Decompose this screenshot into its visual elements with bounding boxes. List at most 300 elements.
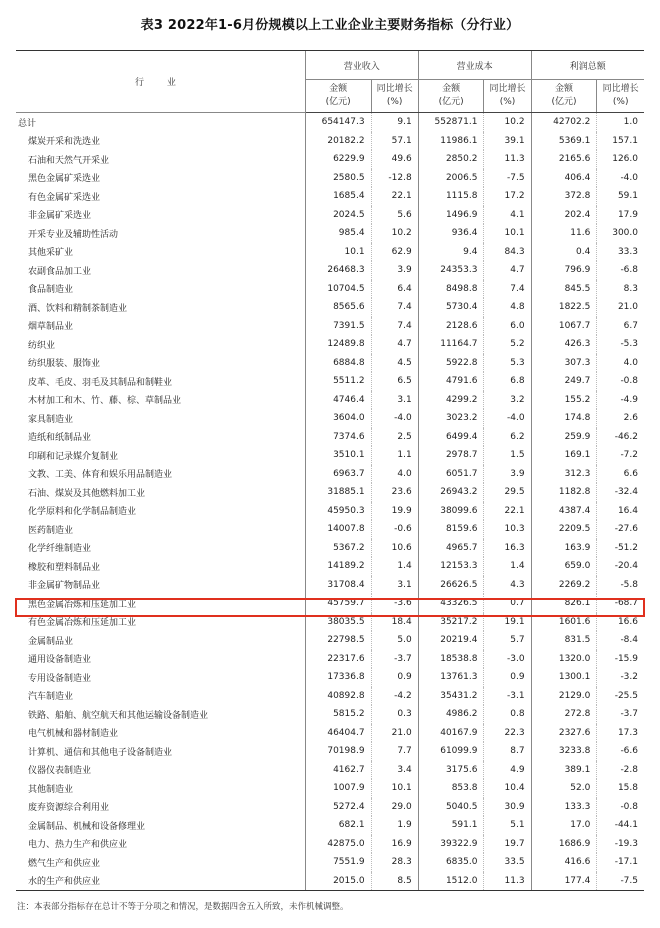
profit-growth-cell: 1.0 bbox=[597, 113, 644, 132]
profit-growth-cell: -0.8 bbox=[597, 372, 644, 391]
table-row bbox=[16, 354, 644, 373]
industry-name-cell: 皮革、毛皮、羽毛及其制品和制鞋业 bbox=[28, 377, 173, 388]
profit-amount-cell: 831.5 bbox=[531, 631, 597, 650]
cost-growth-cell: 10.1 bbox=[484, 224, 531, 243]
revenue-amount-cell: 682.1 bbox=[305, 816, 371, 835]
profit-growth-cell: 6.6 bbox=[597, 465, 644, 484]
industry-name-cell: 家具制造业 bbox=[28, 414, 74, 425]
industry-name-cell: 专用设备制造业 bbox=[28, 673, 92, 684]
cost-amount-cell: 5730.4 bbox=[418, 298, 484, 317]
cost-growth-cell: 39.1 bbox=[484, 132, 531, 151]
cost-growth-cell: 4.8 bbox=[484, 298, 531, 317]
profit-amount-cell: 42702.2 bbox=[531, 113, 597, 132]
profit-amount-cell: 259.9 bbox=[531, 428, 597, 447]
cost-amount-cell: 2006.5 bbox=[418, 169, 484, 188]
industry-name-cell: 煤炭开采和洗选业 bbox=[28, 137, 101, 148]
industry-name-cell: 电气机械和器材制造业 bbox=[28, 729, 119, 740]
industry-name-cell: 医药制造业 bbox=[28, 525, 74, 536]
revenue-growth-cell: -3.6 bbox=[371, 594, 418, 613]
revenue-amount-cell: 20182.2 bbox=[305, 132, 371, 151]
cost-amount-cell: 4965.7 bbox=[418, 539, 484, 558]
cost-growth-cell: 19.7 bbox=[484, 835, 531, 854]
profit-growth-cell: 16.4 bbox=[597, 502, 644, 521]
table-row bbox=[16, 853, 644, 872]
profit-growth-cell: -5.8 bbox=[597, 576, 644, 595]
profit-growth-cell: -7.5 bbox=[597, 872, 644, 891]
cost-amount-cell: 11164.7 bbox=[418, 335, 484, 354]
profit-amount-cell: 5369.1 bbox=[531, 132, 597, 151]
cost-amount-cell: 9.4 bbox=[418, 243, 484, 262]
cost-growth-cell: 3.2 bbox=[484, 391, 531, 410]
industry-name-cell: 纺织服装、服饰业 bbox=[28, 359, 101, 370]
revenue-amount-cell: 4162.7 bbox=[305, 761, 371, 780]
revenue-growth-cell: 7.7 bbox=[371, 742, 418, 761]
table-row bbox=[16, 779, 644, 798]
revenue-growth-cell: 6.5 bbox=[371, 372, 418, 391]
profit-amount-cell: 659.0 bbox=[531, 557, 597, 576]
industry-name-cell: 印刷和记录媒介复制业 bbox=[28, 451, 119, 462]
table-row bbox=[16, 187, 644, 206]
cost-amount-cell: 38099.6 bbox=[418, 502, 484, 521]
cost-growth-cell: 7.4 bbox=[484, 280, 531, 299]
industry-name-cell: 橡胶和塑料制品业 bbox=[28, 562, 101, 573]
industry-name-cell: 汽车制造业 bbox=[28, 692, 74, 703]
profit-growth-cell: 126.0 bbox=[597, 150, 644, 169]
revenue-amount-cell: 2024.5 bbox=[305, 206, 371, 225]
profit-amount-cell: 133.3 bbox=[531, 798, 597, 817]
revenue-amount-cell: 5511.2 bbox=[305, 372, 371, 391]
revenue-growth-cell: 2.5 bbox=[371, 428, 418, 447]
profit-amount-cell: 174.8 bbox=[531, 409, 597, 428]
profit-amount-cell: 4387.4 bbox=[531, 502, 597, 521]
profit-growth-cell: -0.8 bbox=[597, 798, 644, 817]
revenue-growth-cell: 6.4 bbox=[371, 280, 418, 299]
profit-amount-cell: 2129.0 bbox=[531, 687, 597, 706]
table-row bbox=[16, 409, 644, 428]
industry-name-cell: 化学纤维制造业 bbox=[28, 544, 92, 555]
cost-amount-cell: 13761.3 bbox=[418, 668, 484, 687]
revenue-amount-cell: 2015.0 bbox=[305, 872, 371, 891]
industry-name-cell: 非金属矿物制品业 bbox=[28, 581, 101, 592]
table-row bbox=[16, 872, 644, 891]
profit-amount-cell: 2165.6 bbox=[531, 150, 597, 169]
cost-growth-cell: 22.1 bbox=[484, 502, 531, 521]
profit-amount-cell: 177.4 bbox=[531, 872, 597, 891]
profit-amount-cell: 406.4 bbox=[531, 169, 597, 188]
revenue-growth-cell: 29.0 bbox=[371, 798, 418, 817]
revenue-growth-cell: 22.1 bbox=[371, 187, 418, 206]
industry-name-cell: 有色金属矿采选业 bbox=[28, 192, 101, 203]
profit-amount-cell: 1601.6 bbox=[531, 613, 597, 632]
revenue-growth-cell: 9.1 bbox=[371, 113, 418, 132]
profit-growth-cell: -44.1 bbox=[597, 816, 644, 835]
revenue-growth-cell: 1.9 bbox=[371, 816, 418, 835]
table-row bbox=[16, 705, 644, 724]
profit-growth-cell: 17.9 bbox=[597, 206, 644, 225]
profit-growth-cell: -7.2 bbox=[597, 446, 644, 465]
cost-amount-cell: 61099.9 bbox=[418, 742, 484, 761]
revenue-growth-cell: 8.5 bbox=[371, 872, 418, 891]
table-body bbox=[16, 113, 644, 891]
profit-growth-cell: 157.1 bbox=[597, 132, 644, 151]
table-row bbox=[16, 428, 644, 447]
profit-growth-cell: 59.1 bbox=[597, 187, 644, 206]
cost-amount-cell: 6499.4 bbox=[418, 428, 484, 447]
profit-amount-cell: 155.2 bbox=[531, 391, 597, 410]
header-cost: 营业成本 bbox=[418, 51, 531, 80]
industry-name-cell: 烟草制品业 bbox=[28, 322, 74, 333]
header-industry: 行 业 bbox=[16, 51, 305, 113]
revenue-amount-cell: 38035.5 bbox=[305, 613, 371, 632]
cost-growth-cell: 4.3 bbox=[484, 576, 531, 595]
revenue-amount-cell: 46404.7 bbox=[305, 724, 371, 743]
revenue-amount-cell: 3510.1 bbox=[305, 446, 371, 465]
profit-amount-cell: 389.1 bbox=[531, 761, 597, 780]
cost-amount-cell: 26626.5 bbox=[418, 576, 484, 595]
cost-growth-cell: 17.2 bbox=[484, 187, 531, 206]
industry-name-cell: 黑色金属冶炼和压延加工业 bbox=[28, 599, 137, 610]
cost-amount-cell: 1496.9 bbox=[418, 206, 484, 225]
revenue-amount-cell: 42875.0 bbox=[305, 835, 371, 854]
revenue-growth-cell: 7.4 bbox=[371, 298, 418, 317]
table-row bbox=[16, 520, 644, 539]
revenue-amount-cell: 22798.5 bbox=[305, 631, 371, 650]
profit-amount-cell: 1822.5 bbox=[531, 298, 597, 317]
table-row bbox=[16, 298, 644, 317]
cost-growth-cell: 4.7 bbox=[484, 261, 531, 280]
revenue-amount-cell: 7391.5 bbox=[305, 317, 371, 336]
cost-growth-cell: 11.3 bbox=[484, 872, 531, 891]
revenue-growth-cell: 62.9 bbox=[371, 243, 418, 262]
revenue-amount-cell: 31885.1 bbox=[305, 483, 371, 502]
revenue-amount-cell: 6229.9 bbox=[305, 150, 371, 169]
industry-name-cell: 有色金属冶炼和压延加工业 bbox=[28, 618, 137, 629]
table-row bbox=[16, 687, 644, 706]
cost-growth-cell: 6.0 bbox=[484, 317, 531, 336]
table-row bbox=[16, 372, 644, 391]
profit-growth-cell: -6.8 bbox=[597, 261, 644, 280]
profit-amount-cell: 2209.5 bbox=[531, 520, 597, 539]
table-row bbox=[16, 816, 644, 835]
industry-name-cell: 开采专业及辅助性活动 bbox=[28, 229, 119, 240]
cost-amount-cell: 6051.7 bbox=[418, 465, 484, 484]
revenue-growth-cell: 49.6 bbox=[371, 150, 418, 169]
cost-amount-cell: 18538.8 bbox=[418, 650, 484, 669]
revenue-growth-cell: 3.1 bbox=[371, 391, 418, 410]
industry-name-cell: 石油、煤炭及其他燃料加工业 bbox=[28, 488, 146, 499]
revenue-amount-cell: 70198.9 bbox=[305, 742, 371, 761]
profit-amount-cell: 826.1 bbox=[531, 594, 597, 613]
table-title: 表3 2022年1-6月份规模以上工业企业主要财务指标（分行业） bbox=[140, 18, 520, 33]
cost-amount-cell: 35431.2 bbox=[418, 687, 484, 706]
cost-amount-cell: 3023.2 bbox=[418, 409, 484, 428]
profit-amount-cell: 1300.1 bbox=[531, 668, 597, 687]
revenue-growth-cell: 10.6 bbox=[371, 539, 418, 558]
revenue-growth-cell: 16.9 bbox=[371, 835, 418, 854]
table-row bbox=[16, 483, 644, 502]
industry-name-cell: 黑色金属矿采选业 bbox=[28, 174, 101, 185]
industry-name-cell: 仪器仪表制造业 bbox=[28, 766, 92, 777]
revenue-growth-cell: 5.6 bbox=[371, 206, 418, 225]
table-row bbox=[16, 206, 644, 225]
revenue-amount-cell: 8565.6 bbox=[305, 298, 371, 317]
profit-amount-cell: 0.4 bbox=[531, 243, 597, 262]
industry-name-cell: 纺织业 bbox=[28, 340, 56, 351]
revenue-amount-cell: 6963.7 bbox=[305, 465, 371, 484]
revenue-amount-cell: 17336.8 bbox=[305, 668, 371, 687]
cost-amount-cell: 40167.9 bbox=[418, 724, 484, 743]
cost-amount-cell: 24353.3 bbox=[418, 261, 484, 280]
profit-amount-cell: 2327.6 bbox=[531, 724, 597, 743]
table-row bbox=[16, 132, 644, 151]
cost-growth-cell: -4.0 bbox=[484, 409, 531, 428]
revenue-growth-cell: -4.0 bbox=[371, 409, 418, 428]
cost-amount-cell: 552871.1 bbox=[418, 113, 484, 132]
profit-growth-cell: -25.5 bbox=[597, 687, 644, 706]
profit-growth-cell: -5.3 bbox=[597, 335, 644, 354]
table-row bbox=[16, 724, 644, 743]
table-row bbox=[16, 169, 644, 188]
cost-growth-cell: 16.3 bbox=[484, 539, 531, 558]
table-row bbox=[16, 668, 644, 687]
cost-amount-cell: 39322.9 bbox=[418, 835, 484, 854]
cost-amount-cell: 6835.0 bbox=[418, 853, 484, 872]
profit-growth-cell: 8.3 bbox=[597, 280, 644, 299]
table-row bbox=[16, 557, 644, 576]
profit-growth-cell: -32.4 bbox=[597, 483, 644, 502]
cost-amount-cell: 12153.3 bbox=[418, 557, 484, 576]
financial-indicators-table bbox=[16, 50, 644, 891]
table-row bbox=[16, 631, 644, 650]
revenue-growth-cell: 3.9 bbox=[371, 261, 418, 280]
revenue-amount-cell: 654147.3 bbox=[305, 113, 371, 132]
cost-amount-cell: 2978.7 bbox=[418, 446, 484, 465]
industry-name-cell: 化学原料和化学制品制造业 bbox=[28, 507, 137, 518]
revenue-growth-cell: 28.3 bbox=[371, 853, 418, 872]
revenue-amount-cell: 7551.9 bbox=[305, 853, 371, 872]
profit-growth-cell: -15.9 bbox=[597, 650, 644, 669]
cost-growth-cell: -7.5 bbox=[484, 169, 531, 188]
profit-growth-cell: -2.8 bbox=[597, 761, 644, 780]
industry-name-cell: 酒、饮料和精制茶制造业 bbox=[28, 303, 128, 314]
cost-amount-cell: 20219.4 bbox=[418, 631, 484, 650]
revenue-growth-cell: 4.5 bbox=[371, 354, 418, 373]
header-revenue: 营业收入 bbox=[305, 51, 418, 80]
header-revenue-growth: 同比增长 (%) bbox=[371, 80, 418, 113]
revenue-amount-cell: 985.4 bbox=[305, 224, 371, 243]
cost-amount-cell: 35217.2 bbox=[418, 613, 484, 632]
cost-growth-cell: 5.1 bbox=[484, 816, 531, 835]
industry-name-cell: 水的生产和供应业 bbox=[16, 872, 305, 891]
table-header bbox=[16, 51, 644, 113]
cost-growth-cell: 22.3 bbox=[484, 724, 531, 743]
revenue-growth-cell: 0.9 bbox=[371, 668, 418, 687]
cost-growth-cell: 30.9 bbox=[484, 798, 531, 817]
industry-name-cell: 其他制造业 bbox=[28, 784, 74, 795]
profit-growth-cell: 6.7 bbox=[597, 317, 644, 336]
table-row bbox=[16, 391, 644, 410]
revenue-amount-cell: 5367.2 bbox=[305, 539, 371, 558]
table-row bbox=[16, 280, 644, 299]
industry-name-cell: 石油和天然气开采业 bbox=[28, 155, 110, 166]
cost-amount-cell: 5040.5 bbox=[418, 798, 484, 817]
profit-amount-cell: 312.3 bbox=[531, 465, 597, 484]
cost-growth-cell: 29.5 bbox=[484, 483, 531, 502]
profit-growth-cell: -4.0 bbox=[597, 169, 644, 188]
revenue-amount-cell: 12489.8 bbox=[305, 335, 371, 354]
revenue-amount-cell: 4746.4 bbox=[305, 391, 371, 410]
profit-amount-cell: 1686.9 bbox=[531, 835, 597, 854]
profit-growth-cell: -27.6 bbox=[597, 520, 644, 539]
profit-amount-cell: 372.8 bbox=[531, 187, 597, 206]
cost-amount-cell: 5922.8 bbox=[418, 354, 484, 373]
table-row-total bbox=[16, 113, 644, 132]
revenue-growth-cell: 3.4 bbox=[371, 761, 418, 780]
cost-amount-cell: 4299.2 bbox=[418, 391, 484, 410]
profit-amount-cell: 3233.8 bbox=[531, 742, 597, 761]
table-row bbox=[16, 798, 644, 817]
profit-growth-cell: 33.3 bbox=[597, 243, 644, 262]
profit-growth-cell: -68.7 bbox=[597, 594, 644, 613]
industry-name-cell: 木材加工和木、竹、藤、棕、草制品业 bbox=[28, 396, 182, 407]
industry-name-cell: 造纸和纸制品业 bbox=[28, 433, 92, 444]
industry-name-cell: 铁路、船舶、航空航天和其他运输设备制造业 bbox=[28, 710, 209, 721]
profit-growth-cell: 16.6 bbox=[597, 613, 644, 632]
revenue-amount-cell: 2580.5 bbox=[305, 169, 371, 188]
cost-growth-cell: 5.7 bbox=[484, 631, 531, 650]
profit-growth-cell: -19.3 bbox=[597, 835, 644, 854]
cost-growth-cell: 0.7 bbox=[484, 594, 531, 613]
revenue-growth-cell: 0.3 bbox=[371, 705, 418, 724]
header-cost-growth: 同比增长 (%) bbox=[484, 80, 531, 113]
cost-growth-cell: 5.3 bbox=[484, 354, 531, 373]
revenue-amount-cell: 22317.6 bbox=[305, 650, 371, 669]
profit-amount-cell: 1320.0 bbox=[531, 650, 597, 669]
revenue-amount-cell: 7374.6 bbox=[305, 428, 371, 447]
revenue-growth-cell: 10.1 bbox=[371, 779, 418, 798]
profit-growth-cell: -4.9 bbox=[597, 391, 644, 410]
profit-amount-cell: 272.8 bbox=[531, 705, 597, 724]
table-row bbox=[16, 446, 644, 465]
header-profit-growth: 同比增长 (%) bbox=[597, 80, 644, 113]
profit-growth-cell: -46.2 bbox=[597, 428, 644, 447]
cost-amount-cell: 8159.6 bbox=[418, 520, 484, 539]
industry-name-cell: 农副食品加工业 bbox=[28, 266, 92, 277]
industry-name-cell: 食品制造业 bbox=[28, 285, 74, 296]
revenue-growth-cell: -3.7 bbox=[371, 650, 418, 669]
industry-name-cell: 文教、工美、体育和娱乐用品制造业 bbox=[28, 470, 173, 481]
header-revenue-amount: 金额 (亿元) bbox=[305, 80, 371, 113]
profit-growth-cell: -51.2 bbox=[597, 539, 644, 558]
cost-growth-cell: -3.0 bbox=[484, 650, 531, 669]
table-row bbox=[16, 150, 644, 169]
industry-name-cell: 金属制品业 bbox=[28, 636, 74, 647]
revenue-amount-cell: 26468.3 bbox=[305, 261, 371, 280]
revenue-amount-cell: 45759.7 bbox=[305, 594, 371, 613]
profit-growth-cell: 2.6 bbox=[597, 409, 644, 428]
industry-name-cell: 燃气生产和供应业 bbox=[28, 858, 101, 869]
profit-amount-cell: 845.5 bbox=[531, 280, 597, 299]
profit-amount-cell: 2269.2 bbox=[531, 576, 597, 595]
industry-name-cell: 通用设备制造业 bbox=[28, 655, 92, 666]
table-row bbox=[16, 835, 644, 854]
cost-amount-cell: 2128.6 bbox=[418, 317, 484, 336]
table-row bbox=[16, 335, 644, 354]
cost-amount-cell: 3175.6 bbox=[418, 761, 484, 780]
cost-amount-cell: 11986.1 bbox=[418, 132, 484, 151]
profit-growth-cell: 4.0 bbox=[597, 354, 644, 373]
cost-growth-cell: 10.3 bbox=[484, 520, 531, 539]
cost-growth-cell: 10.4 bbox=[484, 779, 531, 798]
revenue-amount-cell: 10.1 bbox=[305, 243, 371, 262]
cost-growth-cell: 19.1 bbox=[484, 613, 531, 632]
table-row bbox=[16, 650, 644, 669]
revenue-amount-cell: 5815.2 bbox=[305, 705, 371, 724]
revenue-growth-cell: 3.1 bbox=[371, 576, 418, 595]
industry-name-cell: 废弃资源综合利用业 bbox=[28, 803, 110, 814]
cost-growth-cell: 1.5 bbox=[484, 446, 531, 465]
profit-growth-cell: -20.4 bbox=[597, 557, 644, 576]
profit-amount-cell: 163.9 bbox=[531, 539, 597, 558]
industry-name-cell: 电力、热力生产和供应业 bbox=[28, 840, 128, 851]
revenue-amount-cell: 1685.4 bbox=[305, 187, 371, 206]
revenue-growth-cell: -0.6 bbox=[371, 520, 418, 539]
profit-amount-cell: 416.6 bbox=[531, 853, 597, 872]
table-row bbox=[16, 317, 644, 336]
profit-growth-cell: -3.2 bbox=[597, 668, 644, 687]
profit-amount-cell: 249.7 bbox=[531, 372, 597, 391]
revenue-amount-cell: 14189.2 bbox=[305, 557, 371, 576]
revenue-growth-cell: -4.2 bbox=[371, 687, 418, 706]
table-row-highlighted bbox=[16, 594, 644, 613]
profit-growth-cell: 15.8 bbox=[597, 779, 644, 798]
cost-amount-cell: 43326.5 bbox=[418, 594, 484, 613]
cost-growth-cell: 1.4 bbox=[484, 557, 531, 576]
cost-growth-cell: 3.9 bbox=[484, 465, 531, 484]
profit-growth-cell: -17.1 bbox=[597, 853, 644, 872]
profit-amount-cell: 1067.7 bbox=[531, 317, 597, 336]
profit-growth-cell: 300.0 bbox=[597, 224, 644, 243]
table-row bbox=[16, 502, 644, 521]
revenue-growth-cell: 4.7 bbox=[371, 335, 418, 354]
industry-name-cell: 金属制品、机械和设备修理业 bbox=[28, 821, 146, 832]
revenue-growth-cell: 19.9 bbox=[371, 502, 418, 521]
cost-amount-cell: 936.4 bbox=[418, 224, 484, 243]
profit-amount-cell: 426.3 bbox=[531, 335, 597, 354]
cost-growth-cell: 6.2 bbox=[484, 428, 531, 447]
cost-amount-cell: 4791.6 bbox=[418, 372, 484, 391]
cost-growth-cell: 8.7 bbox=[484, 742, 531, 761]
revenue-amount-cell: 5272.4 bbox=[305, 798, 371, 817]
industry-name-cell: 其他采矿业 bbox=[28, 248, 74, 259]
revenue-growth-cell: 23.6 bbox=[371, 483, 418, 502]
revenue-amount-cell: 6884.8 bbox=[305, 354, 371, 373]
profit-amount-cell: 796.9 bbox=[531, 261, 597, 280]
profit-amount-cell: 307.3 bbox=[531, 354, 597, 373]
cost-growth-cell: 33.5 bbox=[484, 853, 531, 872]
table-row bbox=[16, 224, 644, 243]
cost-growth-cell: 4.9 bbox=[484, 761, 531, 780]
table-footnote: 注：本表部分指标存在总计不等于分项之和情况，是数据四舍五入所致，未作机械调整。 bbox=[17, 902, 349, 912]
revenue-amount-cell: 45950.3 bbox=[305, 502, 371, 521]
industry-name-cell: 计算机、通信和其他电子设备制造业 bbox=[28, 747, 173, 758]
cost-amount-cell: 591.1 bbox=[418, 816, 484, 835]
table-row bbox=[16, 261, 644, 280]
profit-amount-cell: 202.4 bbox=[531, 206, 597, 225]
industry-name-cell: 总计 bbox=[18, 118, 37, 129]
cost-growth-cell: -3.1 bbox=[484, 687, 531, 706]
cost-amount-cell: 1115.8 bbox=[418, 187, 484, 206]
